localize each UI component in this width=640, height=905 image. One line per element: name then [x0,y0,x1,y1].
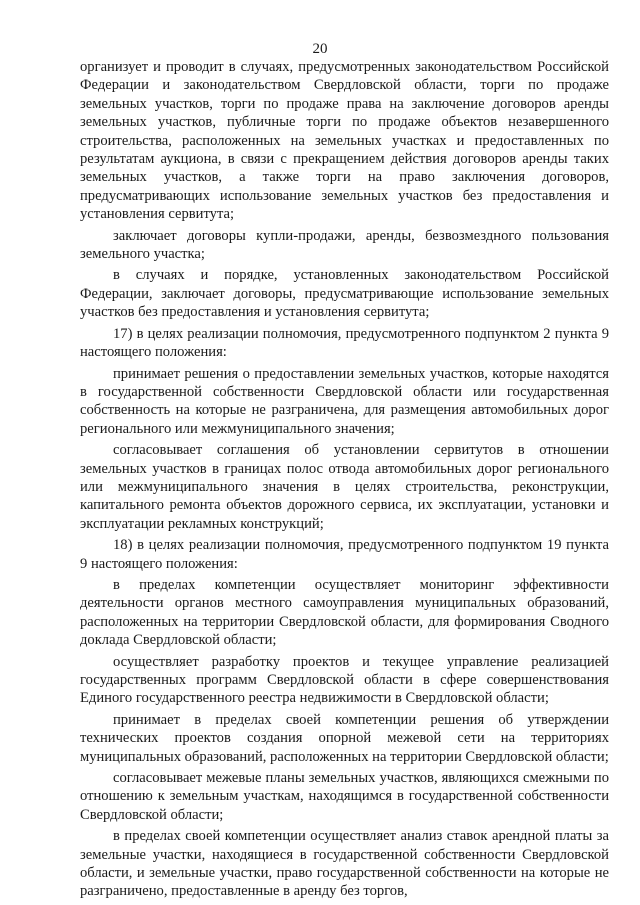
paragraph-state-programs: осуществляет разработку проектов и текущее управление реализацией государственных программ Свердловской области в сфере совершенствования Единого государственного реестра недвижимости в Свердловской области; [80,653,609,707]
paragraph-organizes-auctions: организует и проводит в случаях, предусмотренных законодательством Российской Федерации и законодательством Свердловской области, торги по продаже земельных участков, торги по продаже права на заключение договоров аренды земельных участков, публичные торги по продаже объектов незавершенного строительства, расположенных на земельных участках и предоставленных по результатам аукциона, в связи с прекращением действия договоров аренды таких земельных участков, а также торги на право заключения договоров, предусматривающих использование земельных участков без предоставления и установления сервитута; [80,59,609,223]
paragraph-item-17: 17) в целях реализации полномочия, предусмотренного подпунктом 2 пункта 9 настоящего положения: [80,325,609,361]
paragraph-rent-analysis: в пределах своей компетенции осуществляет анализ ставок арендной платы за земельные участки, находящиеся в государственной собственности Свердловской области, и земельные участки, право государственной собственности на которые не разграничено, предоставленные в аренду без торгов, [80,828,609,900]
paragraph-boundary-plans: согласовывает межевые планы земельных участков, являющихся смежными по отношению к земельным участкам, находящимся в государственной собственности Свердловской области; [80,770,609,823]
body-text [80,58,609,904]
paragraph-survey-network: принимает в пределах своей компетенции решения об утверждении технических проектов создания опорной межевой сети на территориях муниципальных образований, расположенных на территории Свердловской области; [80,711,609,765]
paragraph-item-18: 18) в целях реализации полномочия, предусмотренного подпунктом 19 пункта 9 настоящего положения: [80,537,609,572]
paragraph-servitude-agreements: согласовывает соглашения об установлении сервитутов в отношении земельных участков в границах полос отвода автомобильных дорог регионального или межмуниципального значения в целях строительства, реконструкции, капитального ремонта объектов дорожного сервиса, их эксплуатации, установки и эксплуатации рекламных конструкций; [80,442,609,532]
page-number: 20 [312,41,328,57]
paragraph-concludes-contracts: заключает договоры купли-продажи, аренды, безвозмездного пользования земельного участка; [80,227,609,263]
paragraph-land-use-without-servitude: в случаях и порядке, установленных законодательством Российской Федерации, заключает договоры, предусматривающие использование земельных участков без предоставления и установления сервитута; [80,267,609,321]
paragraph-decisions-on-land-for-roads: принимает решения о предоставлении земельных участков, которые находятся в государственной собственности Свердловской области или государственная собственность на которые не разграничена, для размещения автомобильных дорог регионального или межмуниципального значения; [80,365,609,437]
paragraph-monitoring: в пределах компетенции осуществляет мониторинг эффективности деятельности органов местного самоуправления муниципальных образований, расположенных на территории Свердловской области, для формирования Сводного доклада Свердловской области; [80,576,609,649]
